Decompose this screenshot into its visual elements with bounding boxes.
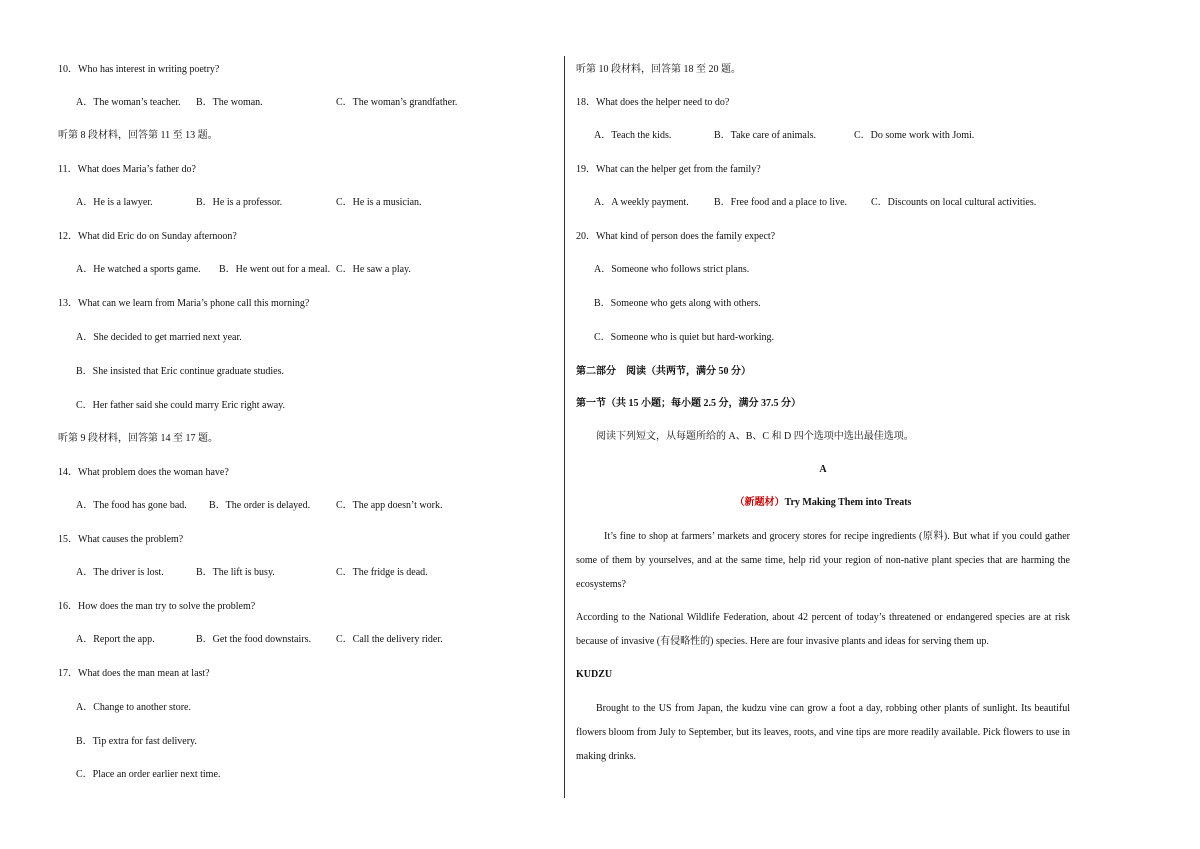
question-11-stem: 11．What does Maria’s father do?	[58, 164, 196, 175]
question-15-stem: 15．What causes the problem?	[58, 534, 184, 545]
question-11-option-b: B．He is a professor.	[196, 197, 283, 208]
passage-paragraph-1: It’s fine to shop at farmers’ markets and grocery stores for recipe ingredients (原料). But what if you could gather some of them by yourselves, and at the same time, help rid your region of non-native plant species that are harming the ecosystems?	[576, 531, 1070, 590]
question-19-stem: 19．What can the helper get from the family?	[576, 164, 761, 175]
passage-letter: A	[819, 464, 827, 475]
section-heading-10: 听第 10 段材料，回答第 18 至 20 题。	[576, 64, 741, 75]
question-15-option-a: A．The driver is lost.	[76, 567, 164, 578]
question-18-stem: 18．What does the helper need to do?	[576, 97, 730, 108]
passage-paragraph-3: Brought to the US from Japan, the kudzu vine can grow a foot a day, robbing other plants of sunlight. Its beautiful flowers bloom from July to September, but its leaves, roots, and vine tips are more readily available. Pick flowers to use in making drinks.	[576, 703, 1070, 762]
question-13-option-b: B．She insisted that Eric continue graduate studies.	[76, 366, 285, 377]
section-heading-8: 听第 8 段材料，回答第 11 至 13 题。	[58, 130, 218, 141]
question-12-option-c: C．He saw a play.	[336, 264, 411, 275]
question-13-option-a: A．She decided to get married next year.	[76, 332, 242, 343]
question-10-option-c: C．The woman’s grandfather.	[336, 97, 458, 108]
question-12-option-b: B．He went out for a meal.	[219, 264, 331, 275]
question-16-option-c: C．Call the delivery rider.	[336, 634, 443, 645]
question-15-option-c: C．The fridge is dead.	[336, 567, 428, 578]
passage-title-text: Try Making Them into Treats	[784, 497, 912, 508]
question-14-option-b: B．The order is delayed.	[209, 500, 311, 511]
passage-paragraph-2: According to the National Wildlife Federation, about 42 percent of today’s threatened or endangered species are at risk because of invasive (有侵略性的) species. Here are four invasive plants and ideas for serving them up.	[576, 612, 1070, 647]
new-topic-tag: （新题材）	[734, 497, 785, 508]
question-15-option-b: B．The lift is busy.	[196, 567, 275, 578]
question-16-stem: 16．How does the man try to solve the problem?	[58, 601, 256, 612]
question-10-stem: 10．Who has interest in writing poetry?	[58, 64, 220, 75]
reading-instructions: 阅读下列短文，从每题所给的 A、B、C 和 D 四个选项中选出最佳选项。	[596, 431, 914, 442]
question-14-stem: 14．What problem does the woman have?	[58, 467, 229, 478]
question-11-option-a: A．He is a lawyer.	[76, 197, 153, 208]
question-16-option-b: B．Get the food downstairs.	[196, 634, 311, 645]
kudzu-heading: KUDZU	[576, 669, 613, 680]
question-10-option-a: A．The woman’s teacher.	[76, 97, 181, 108]
question-18-option-b: B．Take care of animals.	[714, 130, 817, 141]
question-13-option-c: C．Her father said she could marry Eric right away.	[76, 400, 285, 411]
question-20-stem: 20．What kind of person does the family expect?	[576, 231, 776, 242]
question-10-option-b: B．The woman.	[196, 97, 263, 108]
question-19-option-a: A．A weekly payment.	[594, 197, 689, 208]
question-12-option-a: A．He watched a sports game.	[76, 264, 201, 275]
question-20-option-b: B．Someone who gets along with others.	[594, 298, 761, 309]
question-17-stem: 17．What does the man mean at last?	[58, 668, 210, 679]
section-one-heading: 第一节（共 15 小题；每小题 2.5 分，满分 37.5 分）	[576, 398, 801, 409]
section-heading-9: 听第 9 段材料，回答第 14 至 17 题。	[58, 433, 218, 444]
question-11-option-c: C．He is a musician.	[336, 197, 422, 208]
question-14-option-a: A．The food has gone bad.	[76, 500, 187, 511]
question-13-stem: 13．What can we learn from Maria’s phone call this morning?	[58, 298, 310, 309]
question-17-option-b: B．Tip extra for fast delivery.	[76, 736, 197, 747]
part-two-heading: 第二部分 阅读（共两节，满分 50 分）	[576, 366, 751, 377]
question-14-option-c: C．The app doesn’t work.	[336, 500, 443, 511]
question-17-option-a: A．Change to another store.	[76, 702, 191, 713]
column-divider	[564, 56, 565, 798]
question-12-stem: 12．What did Eric do on Sunday afternoon?	[58, 231, 237, 242]
question-18-option-a: A．Teach the kids.	[594, 130, 672, 141]
question-19-option-b: B．Free food and a place to live.	[714, 197, 848, 208]
question-19-option-c: C．Discounts on local cultural activities.	[871, 197, 1037, 208]
passage-title	[576, 496, 1070, 509]
question-18-option-c: C．Do some work with Jomi.	[854, 130, 975, 141]
question-20-option-a: A．Someone who follows strict plans.	[594, 264, 750, 275]
question-16-option-a: A．Report the app.	[76, 634, 155, 645]
question-20-option-c: C．Someone who is quiet but hard-working.	[594, 332, 774, 343]
question-17-option-c: C．Place an order earlier next time.	[76, 769, 221, 780]
